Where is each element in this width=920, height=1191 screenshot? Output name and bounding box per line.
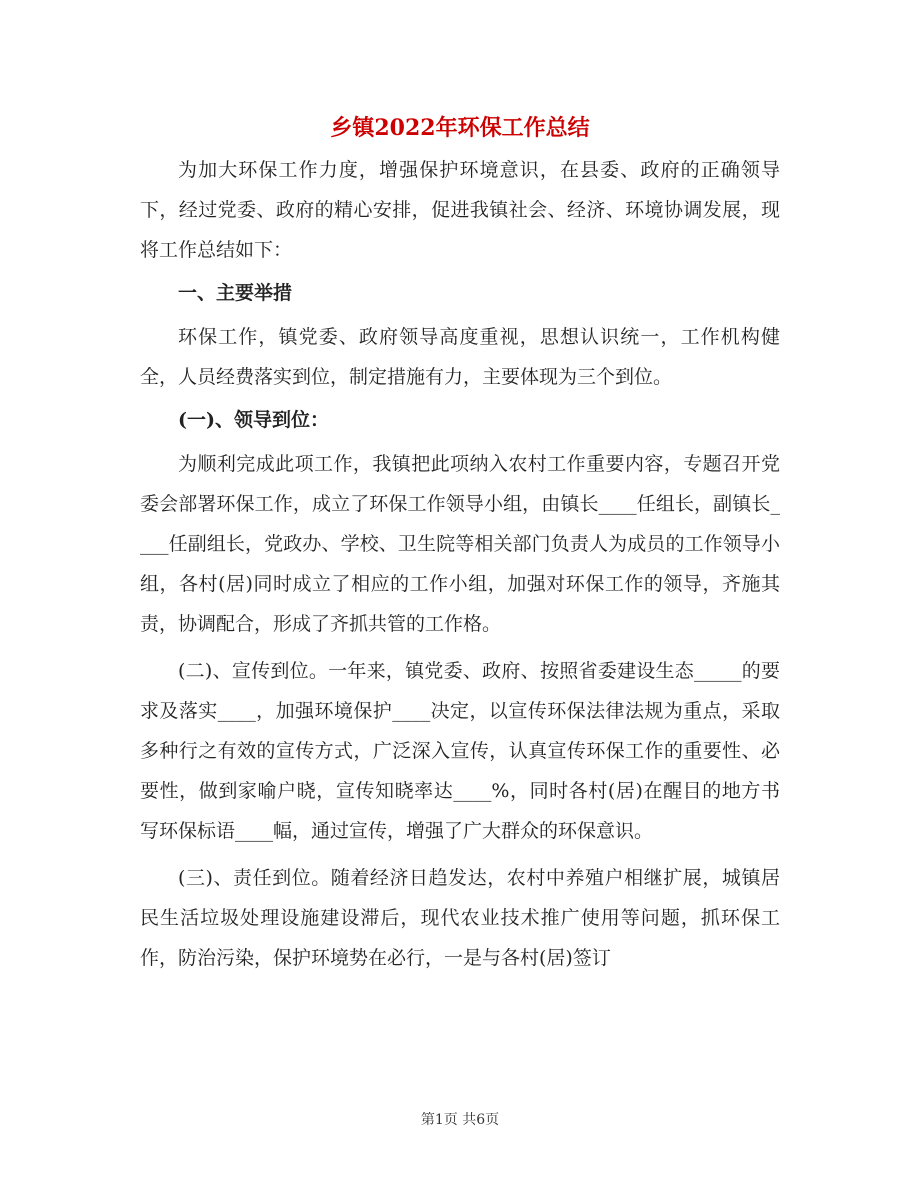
page-number: 第1页 共6页 [420, 1112, 500, 1128]
subsection-1-heading: (一)、领导到位： [178, 409, 329, 431]
section-1-paragraph: 环保工作，镇党委、政府领导高度重视，思想认识统一，工作机构健全，人员经费落实到位，制定措施有力，主要体现为三个到位。 [140, 326, 780, 388]
document-body [140, 150, 780, 978]
subsection-3-paragraph: (三)、责任到位。随着经济日趋发达，农村中养殖户相继扩展，城镇居民生活垃圾处理设施建设滞后，现代农业技术推广使用等问题，抓环保工作，防治污染，保护环境势在必行，一是与各村(居)签订 [140, 867, 780, 969]
section-1-heading: 一、主要举措 [178, 282, 293, 304]
subsection-2-paragraph: (二)、宣传到位。一年来，镇党委、政府、按照省委建设生态_____的要求及落实____，加强环境保护____决定，以宣传环保法律法规为重点，采取多种行之有效的宣传方式，广泛深入宣传，认真宣传环保工作的重要性、必要性，做到家喻户晓，宣传知晓率达____%，同时各村(居)在醒目的地方书写环保标语____幅，通过宣传，增强了广大群众的环保意识。 [140, 660, 780, 842]
intro-paragraph: 为加大环保工作力度，增强保护环境意识，在县委、政府的正确领导下，经过党委、政府的精心安排，促进我镇社会、经济、环境协调发展，现将工作总结如下： [140, 159, 780, 261]
subsection-1-paragraph: 为顺利完成此项工作，我镇把此项纳入农村工作重要内容，专题召开党委会部署环保工作，成立了环保工作领导小组，由镇长____任组长，副镇长____任副组长，党政办、学校、卫生院等相关部门负责人为成员的工作领导小组，各村(居)同时成立了相应的工作小组，加强对环保工作的领导，齐施其责，协调配合，形成了齐抓共管的工作格。 [140, 453, 780, 635]
document-title: 乡镇2022年环保工作总结 [330, 115, 590, 141]
